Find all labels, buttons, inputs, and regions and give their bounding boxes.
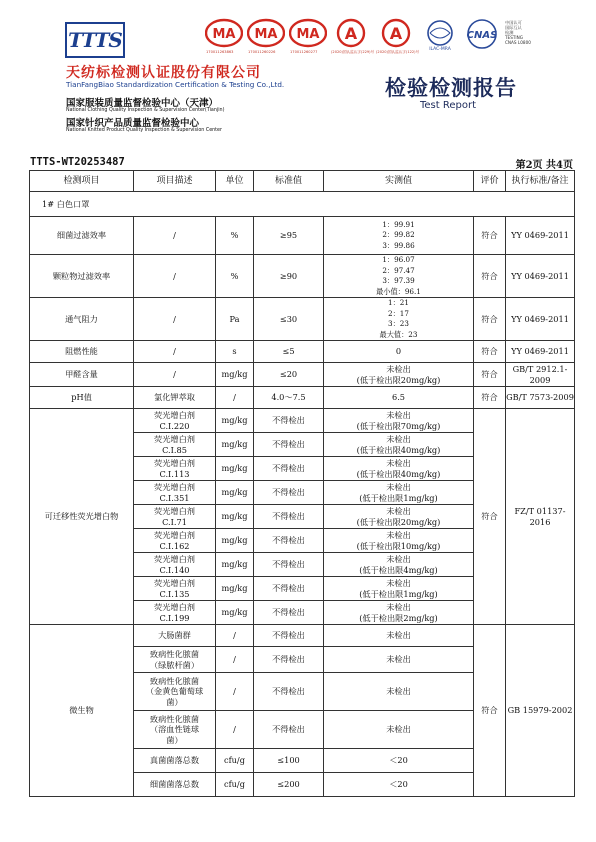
cell-desc: 细菌菌落总数 — [134, 773, 216, 797]
cell-eval: 符合 — [474, 387, 506, 409]
cell-desc — [134, 409, 216, 433]
table-row — [30, 255, 575, 298]
cell-measured — [324, 433, 474, 457]
cell-measured: ＜20 — [324, 773, 474, 797]
cell-measured — [324, 217, 474, 255]
test-results-table — [29, 170, 575, 797]
desc-line: C.I.135 — [159, 588, 190, 599]
desc-line: 荧光增白剂 — [154, 578, 195, 588]
cma-mark-code: 170011260226 — [248, 50, 276, 54]
header-std: 标准值 — [254, 171, 324, 192]
cell-eval: 符合 — [474, 217, 506, 255]
cma-mark-code: 170011260277 — [290, 50, 318, 54]
cell-desc — [134, 529, 216, 553]
cell-measured: 未检出 — [324, 673, 474, 711]
cell-unit: cfu/g — [216, 749, 254, 773]
measured-line: 未检出 — [386, 482, 411, 492]
cal-mark-label: A — [344, 24, 358, 43]
cell-item: 细菌过滤效率 — [30, 217, 134, 255]
cell-std: 不得检出 — [254, 409, 324, 433]
cell-measured — [324, 457, 474, 481]
cell-measured — [324, 577, 474, 601]
company-name-cn: 天纺标检测认证股份有限公司 — [66, 65, 261, 81]
cell-ref: YY 0469-2011 — [506, 298, 575, 341]
cal-mark-code: (2020)国认监认字(229)号 — [331, 50, 375, 54]
cell-unit: mg/kg — [216, 457, 254, 481]
cnas-accreditation-tag: 中国认可 国际互认 检测 TESTING CNAS L0800 — [505, 20, 531, 45]
cell-unit: / — [216, 673, 254, 711]
cal-mark-icon — [331, 18, 375, 54]
cell-measured — [324, 409, 474, 433]
cell-std: 不得检出 — [254, 625, 324, 647]
cell-std: ≤100 — [254, 749, 324, 773]
cal-mark-label: A — [389, 24, 403, 43]
header-desc: 项目描述 — [134, 171, 216, 192]
desc-line: 致病性化脓菌 — [149, 713, 200, 724]
cell-std: 不得检出 — [254, 481, 324, 505]
desc-line: C.I.71 — [162, 516, 187, 527]
company-name-en: TianFangBiao Standardization Certification & Testing Co.,Ltd. — [66, 80, 285, 89]
table-header-row — [30, 171, 575, 192]
measured-line: 1：96.07 — [382, 255, 415, 264]
cell-std: 不得检出 — [254, 647, 324, 673]
cell-desc — [134, 481, 216, 505]
measured-line: 1：99.91 — [382, 219, 415, 229]
cell-ref: GB 15979-2002 — [506, 625, 575, 797]
cell-std: ≥95 — [254, 217, 324, 255]
cell-measured: 6.5 — [324, 387, 474, 409]
cell-unit: mg/kg — [216, 577, 254, 601]
cell-item: 阻燃性能 — [30, 341, 134, 363]
cell-unit: mg/kg — [216, 529, 254, 553]
ilac-mark-label: ILAC-MRA — [429, 47, 451, 52]
cell-unit: mg/kg — [216, 481, 254, 505]
report-title-en: Test Report — [420, 100, 477, 111]
cell-desc — [134, 433, 216, 457]
cal-mark-code: (2020)国认监认字(122)号 — [376, 50, 420, 54]
header-measured: 实测值 — [324, 171, 474, 192]
measured-line: (低于检出限70mg/kg) — [356, 420, 441, 431]
cell-unit: mg/kg — [216, 601, 254, 625]
cma-mark-label: MA — [254, 27, 278, 42]
cell-desc: / — [134, 298, 216, 341]
cell-desc: / — [134, 217, 216, 255]
report-title-cn: 检验检测报告 — [385, 75, 517, 100]
cell-measured: 未检出 — [324, 711, 474, 749]
measured-line: 未检出 — [386, 410, 411, 420]
cell-desc — [134, 673, 216, 711]
cell-item: 颗粒物过滤效率 — [30, 255, 134, 298]
desc-line: 荧光增白剂 — [154, 458, 195, 468]
cell-unit: / — [216, 711, 254, 749]
cma-mark-icon — [247, 18, 285, 52]
cell-std: 不得检出 — [254, 601, 324, 625]
cell-item: 甲醛含量 — [30, 363, 134, 387]
cell-eval: 符合 — [474, 298, 506, 341]
cell-eval: 符合 — [474, 341, 506, 363]
cell-std: 不得检出 — [254, 505, 324, 529]
measured-line: 1：21 — [388, 298, 409, 307]
cell-item: 微生物 — [30, 625, 134, 797]
desc-line: C.I.351 — [159, 492, 190, 503]
measured-line: 未检出 — [386, 364, 411, 374]
cell-desc — [134, 457, 216, 481]
table-row — [30, 387, 575, 409]
table-row — [30, 363, 575, 387]
cell-measured — [324, 601, 474, 625]
cell-std: 不得检出 — [254, 433, 324, 457]
center1-name-cn: 国家服装质量监督检验中心（天津） — [66, 98, 219, 109]
cell-ref: GB/T 7573-2009 — [506, 387, 575, 409]
table-row — [30, 298, 575, 341]
desc-line: （溶血性链球 — [149, 724, 200, 735]
table-row — [30, 625, 575, 647]
desc-line: 荧光增白剂 — [154, 530, 195, 540]
cell-desc — [134, 647, 216, 673]
cell-item: 可迁移性荧光增白物 — [30, 409, 134, 625]
measured-line: (低于检出限20mg/kg) — [356, 516, 441, 527]
cell-ref: GB/T 2912.1-2009 — [506, 363, 575, 387]
desc-line: C.I.113 — [159, 468, 190, 479]
cell-item: pH值 — [30, 387, 134, 409]
cell-measured: ＜20 — [324, 749, 474, 773]
center1-name-en: National Clothing Quality Inspection & Supervision Center(Tianjin) — [66, 108, 225, 113]
cell-eval: 符合 — [474, 255, 506, 298]
measured-line: 最大值：23 — [379, 329, 418, 339]
cell-unit: / — [216, 647, 254, 673]
cell-ref: YY 0469-2011 — [506, 341, 575, 363]
cell-measured: 未检出 — [324, 647, 474, 673]
cell-eval: 符合 — [474, 409, 506, 625]
logo-text: TTTS — [68, 28, 122, 52]
cell-std: ≤30 — [254, 298, 324, 341]
measured-line: 未检出 — [386, 506, 411, 516]
measured-line: (低于检出限1mg/kg) — [359, 492, 438, 503]
cnas-mark-icon — [461, 18, 503, 56]
cell-std: ≤200 — [254, 773, 324, 797]
cell-measured — [324, 363, 474, 387]
measured-line: 未检出 — [386, 602, 411, 612]
cell-item: 通气阻力 — [30, 298, 134, 341]
measured-line: (低于检出限1mg/kg) — [359, 588, 438, 599]
desc-line: 菌） — [166, 696, 183, 707]
cell-std: 不得检出 — [254, 457, 324, 481]
table-row — [30, 409, 575, 433]
cma-mark-label: MA — [296, 27, 320, 42]
cell-eval: 符合 — [474, 363, 506, 387]
cell-std: 不得检出 — [254, 577, 324, 601]
desc-line: 荧光增白剂 — [154, 410, 195, 420]
cell-std: ≥90 — [254, 255, 324, 298]
center2-name-en: National Knitted Product Quality Inspection & Supervision Center — [66, 128, 222, 133]
desc-line: 荧光增白剂 — [154, 482, 195, 492]
measured-line: 3：97.39 — [382, 276, 415, 285]
desc-line: 荧光增白剂 — [154, 506, 195, 516]
cell-std: 不得检出 — [254, 673, 324, 711]
center2-name-cn: 国家针织产品质量监督检验中心 — [66, 118, 200, 129]
cell-measured — [324, 255, 474, 298]
desc-line: C.I.140 — [159, 564, 190, 575]
measured-line: 3：99.86 — [382, 240, 415, 250]
measured-line: 2：17 — [388, 308, 409, 318]
measured-line: 3：23 — [388, 319, 409, 328]
cell-std: 不得检出 — [254, 553, 324, 577]
cell-desc: 大肠菌群 — [134, 625, 216, 647]
cma-mark-icon — [289, 18, 327, 52]
cell-measured — [324, 481, 474, 505]
cell-desc — [134, 711, 216, 749]
cma-mark-icon — [205, 18, 243, 52]
cell-eval: 符合 — [474, 625, 506, 797]
header-ref: 执行标准/备注 — [506, 171, 575, 192]
cma-mark-label: MA — [212, 27, 236, 42]
cell-std: 不得检出 — [254, 529, 324, 553]
measured-line: 未检出 — [386, 458, 411, 468]
cell-measured — [324, 553, 474, 577]
cell-ref: FZ/T 01137-2016 — [506, 409, 575, 625]
cell-unit: s — [216, 341, 254, 363]
page-info: 第2页 共4页 — [515, 160, 573, 171]
cell-std: 不得检出 — [254, 711, 324, 749]
cell-unit: mg/kg — [216, 505, 254, 529]
cell-measured: 0 — [324, 341, 474, 363]
cell-desc: / — [134, 363, 216, 387]
cell-desc: 真菌菌落总数 — [134, 749, 216, 773]
cell-desc: / — [134, 341, 216, 363]
desc-line: 致病性化脓菌 — [149, 649, 200, 659]
desc-line: 荧光增白剂 — [154, 434, 195, 444]
measured-line: 未检出 — [386, 554, 411, 564]
table-row — [30, 217, 575, 255]
cell-measured — [324, 529, 474, 553]
desc-line: 荧光增白剂 — [154, 554, 195, 564]
company-logo — [65, 22, 125, 58]
cell-unit: mg/kg — [216, 433, 254, 457]
desc-line: C.I.162 — [159, 540, 190, 551]
desc-line: （绿脓杆菌） — [149, 659, 200, 670]
cell-desc — [134, 577, 216, 601]
cell-std: ≤5 — [254, 341, 324, 363]
desc-line: 荧光增白剂 — [154, 602, 195, 612]
table-row — [30, 341, 575, 363]
cell-unit: Pa — [216, 298, 254, 341]
measured-line: 未检出 — [386, 530, 411, 540]
measured-line: (低于检出限2mg/kg) — [359, 612, 438, 623]
cell-std: ≤20 — [254, 363, 324, 387]
cell-ref: YY 0469-2011 — [506, 255, 575, 298]
cell-measured — [324, 298, 474, 341]
desc-line: 菌） — [166, 734, 183, 745]
cma-mark-code: 170011263863 — [206, 50, 234, 54]
cell-ref: YY 0469-2011 — [506, 217, 575, 255]
measured-line: (低于检出限10mg/kg) — [356, 540, 441, 551]
desc-line: C.I.85 — [162, 444, 187, 455]
cell-unit: % — [216, 217, 254, 255]
cell-unit: % — [216, 255, 254, 298]
measured-line: 2：97.47 — [382, 265, 415, 275]
measured-line: (低于检出限40mg/kg) — [356, 468, 441, 479]
measured-line: (低于检出限4mg/kg) — [359, 564, 438, 575]
measured-line: 未检出 — [386, 434, 411, 444]
cnas-mark-label: CNAS — [466, 30, 498, 41]
measured-line: 最小值：96.1 — [376, 286, 421, 296]
cell-measured: 未检出 — [324, 625, 474, 647]
sample-label: 1# 白色口罩 — [30, 192, 575, 217]
header-eval: 评价 — [474, 171, 506, 192]
cell-unit: cfu/g — [216, 773, 254, 797]
header-item: 检测项目 — [30, 171, 134, 192]
cell-desc — [134, 505, 216, 529]
cell-desc — [134, 553, 216, 577]
desc-line: 致病性化脓菌 — [149, 675, 200, 686]
desc-line: C.I.199 — [159, 612, 190, 623]
cell-desc: / — [134, 255, 216, 298]
cell-desc — [134, 601, 216, 625]
cal-mark-icon — [376, 18, 420, 54]
measured-line: 未检出 — [386, 578, 411, 588]
measured-line: 2：99.82 — [382, 230, 415, 240]
cell-desc: 氯化钾萃取 — [134, 387, 216, 409]
cell-unit: mg/kg — [216, 409, 254, 433]
cell-unit: mg/kg — [216, 363, 254, 387]
report-number: TTTS-WT20253487 — [30, 156, 125, 168]
cell-unit: / — [216, 387, 254, 409]
measured-line: (低于检出限20mg/kg) — [356, 374, 441, 385]
header-unit: 单位 — [216, 171, 254, 192]
measured-line: (低于检出限40mg/kg) — [356, 444, 441, 455]
cell-unit: mg/kg — [216, 553, 254, 577]
cell-measured — [324, 505, 474, 529]
desc-line: （金黄色葡萄球 — [145, 686, 204, 697]
desc-line: C.I.220 — [159, 420, 190, 431]
cell-std: 4.0～7.5 — [254, 387, 324, 409]
cell-unit: / — [216, 625, 254, 647]
ilac-mark-icon — [423, 18, 457, 56]
sample-row — [30, 192, 575, 217]
